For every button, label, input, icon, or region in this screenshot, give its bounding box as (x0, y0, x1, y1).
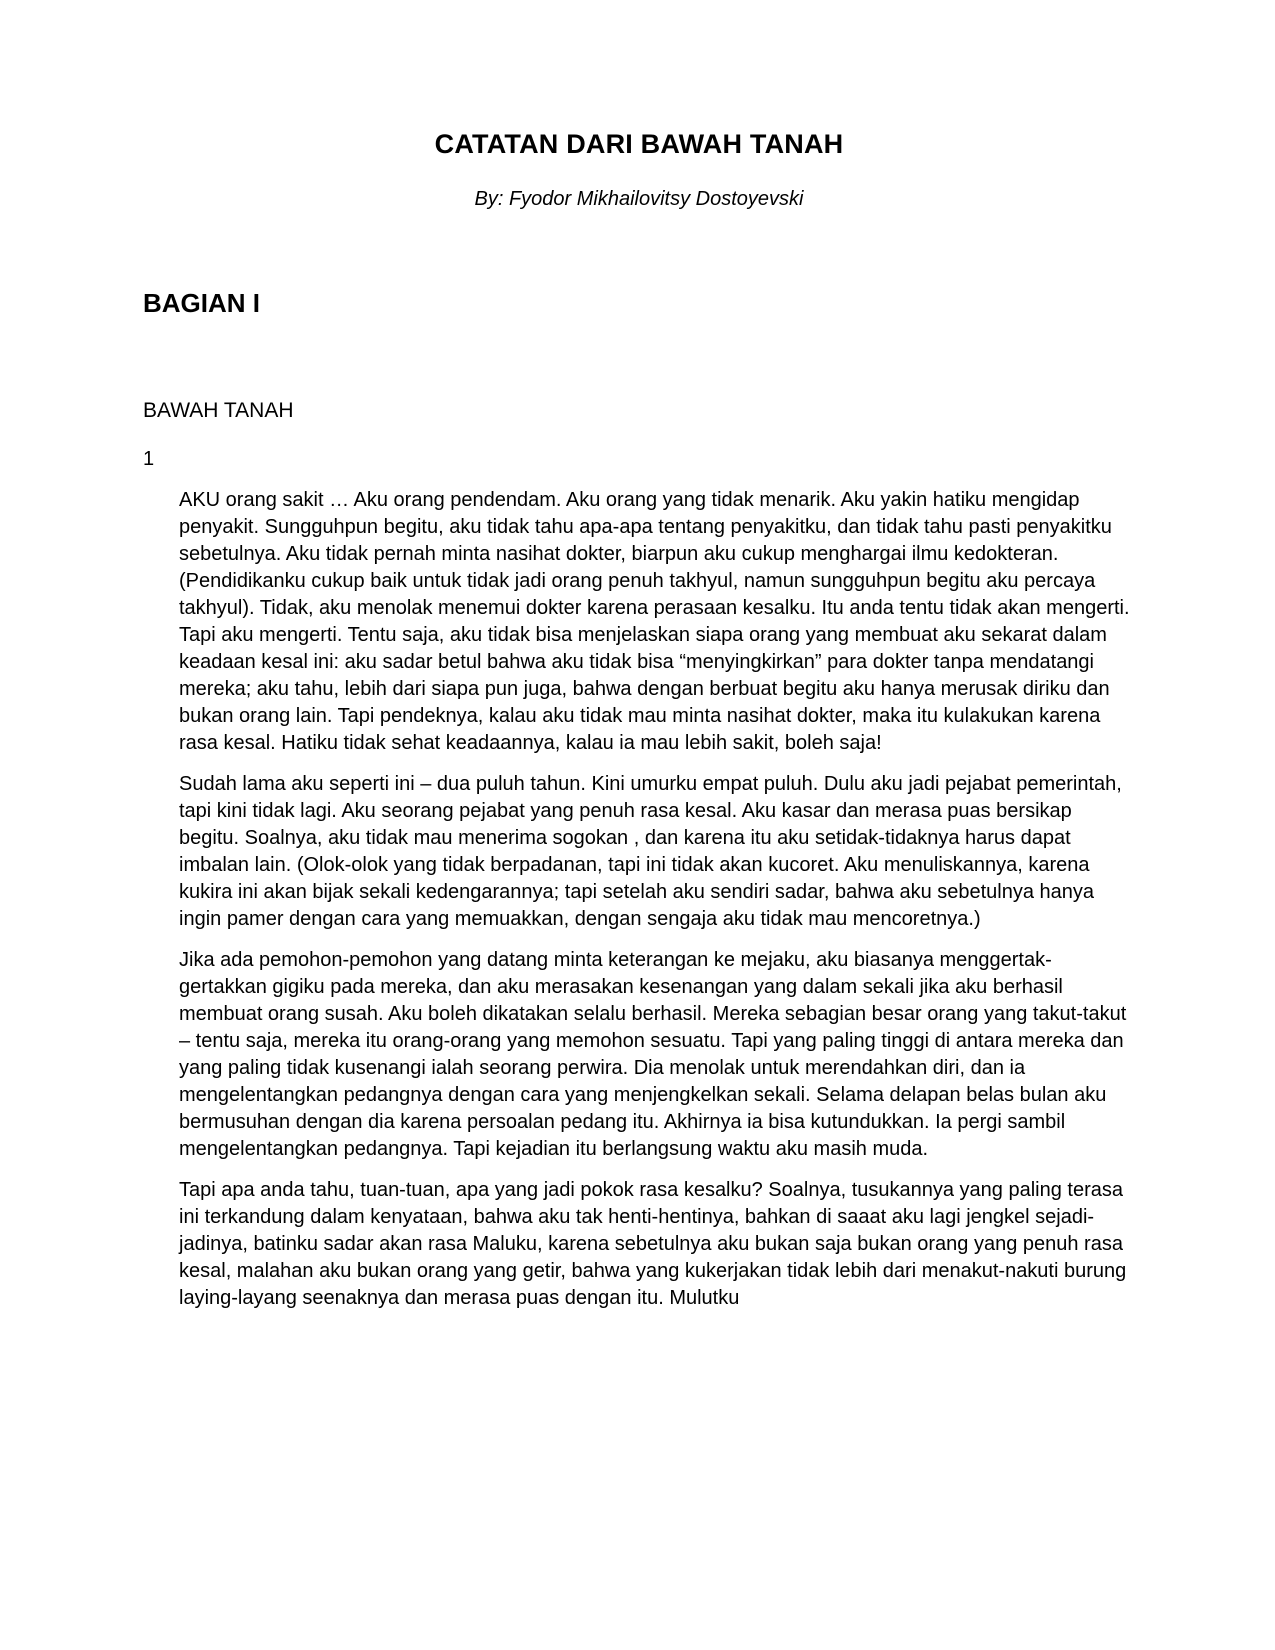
paragraph: Sudah lama aku seperti ini – dua puluh tahun. Kini umurku empat puluh. Dulu aku jadi pejabat pemerintah, tapi kini tidak lagi. Aku seorang pejabat yang penuh rasa kesal. Aku kasar dan merasa puas bersikap begitu. Soalnya, aku tidak mau menerima sogokan , dan karena itu aku setidak-tidaknya harus dapat imbalan lain. (Olok-olok yang tidak berpadanan, tapi ini tidak akan kucoret. Aku menuliskannya, karena kukira ini akan bijak sekali kedengarannya; tapi setelah aku sendiri sadar, bahwa aku sebetulnya hanya ingin pamer dengan cara yang memuakkan, dengan sengaja aku tidak mau mencoretnya.) (179, 773, 1122, 930)
document-byline: By: Fyodor Mikhailovitsy Dostoyevski (474, 188, 804, 210)
paragraph: AKU orang sakit … Aku orang pendendam. Aku orang yang tidak menarik. Aku yakin hatiku mengidap penyakit. Sungguhpun begitu, aku tidak tahu apa-apa tentang penyakitku, dan tidak tahu pasti penyakitku sebetulnya. Aku tidak pernah minta nasihat dokter, biarpun aku cukup menghargai ilmu kedokteran. (Pendidikanku cukup baik untuk tidak jadi orang penuh takhyul, namun sungguhpun begitu aku percaya takhyul). Tidak, aku menolak menemui dokter karena perasaan kesalku. Itu anda tentu tidak akan mengerti. Tapi aku mengerti. Tentu saja, aku tidak bisa menjelaskan siapa orang yang membuat aku sekarat dalam keadaan kesal ini: aku sadar betul bahwa aku tidak bisa “menyingkirkan” para dokter tanpa mendatangi mereka; aku tahu, lebih dari siapa pun juga, bahwa dengan berbuat begitu aku hanya merusak diriku dan bukan orang lain. Tapi pendeknya, kalau aku tidak mau minta nasihat dokter, maka itu kulakukan karena rasa kesal. Hatiku tidak sehat keadaannya, kalau ia mau lebih sakit, boleh saja! (179, 489, 1130, 754)
chapter-heading: BAWAH TANAH (143, 399, 294, 422)
document-title: CATATAN DARI BAWAH TANAH (434, 129, 844, 159)
paragraph: Jika ada pemohon-pemohon yang datang minta keterangan ke mejaku, aku biasanya menggertak-gertakkan gigiku pada mereka, dan aku merasakan kesenangan yang dalam sekali jika aku berhasil membuat orang susah. Aku boleh dikatakan selalu berhasil. Mereka sebagian besar orang yang takut-takut – tentu saja, mereka itu orang-orang yang memohon sesuatu. Tapi yang paling tinggi di antara mereka dan yang paling tidak kusenangi ialah seorang perwira. Dia menolak untuk merendahkan diri, dan ia mengelentangkan pedangnya dengan cara yang menjengkelkan sekali. Selama delapan belas bulan aku bermusuhan dengan dia karena persoalan pedang itu. Akhirnya ia bisa kutundukkan. Ia pergi sambil mengelentangkan pedangnya. Tapi kejadian itu berlangsung waktu aku masih muda. (179, 949, 1127, 1160)
part-heading: BAGIAN I (143, 288, 260, 318)
section-number: 1 (143, 448, 155, 470)
paragraph: Tapi apa anda tahu, tuan-tuan, apa yang jadi pokok rasa kesalku? Soalnya, tusukannya yang paling terasa ini terkandung dalam kenyataan, bahwa aku tak henti-hentinya, bahkan di saaat aku lagi jengkel sejadi-jadinya, batinku sadar akan rasa Maluku, karena sebetulnya aku bukan saja bukan orang yang penuh rasa kesal, malahan aku bukan orang yang getir, bahwa yang kukerjakan tidak lebih dari menakut-nakuti burung laying-layang seenaknya dan merasa puas dengan itu. Mulutku (179, 1179, 1127, 1309)
